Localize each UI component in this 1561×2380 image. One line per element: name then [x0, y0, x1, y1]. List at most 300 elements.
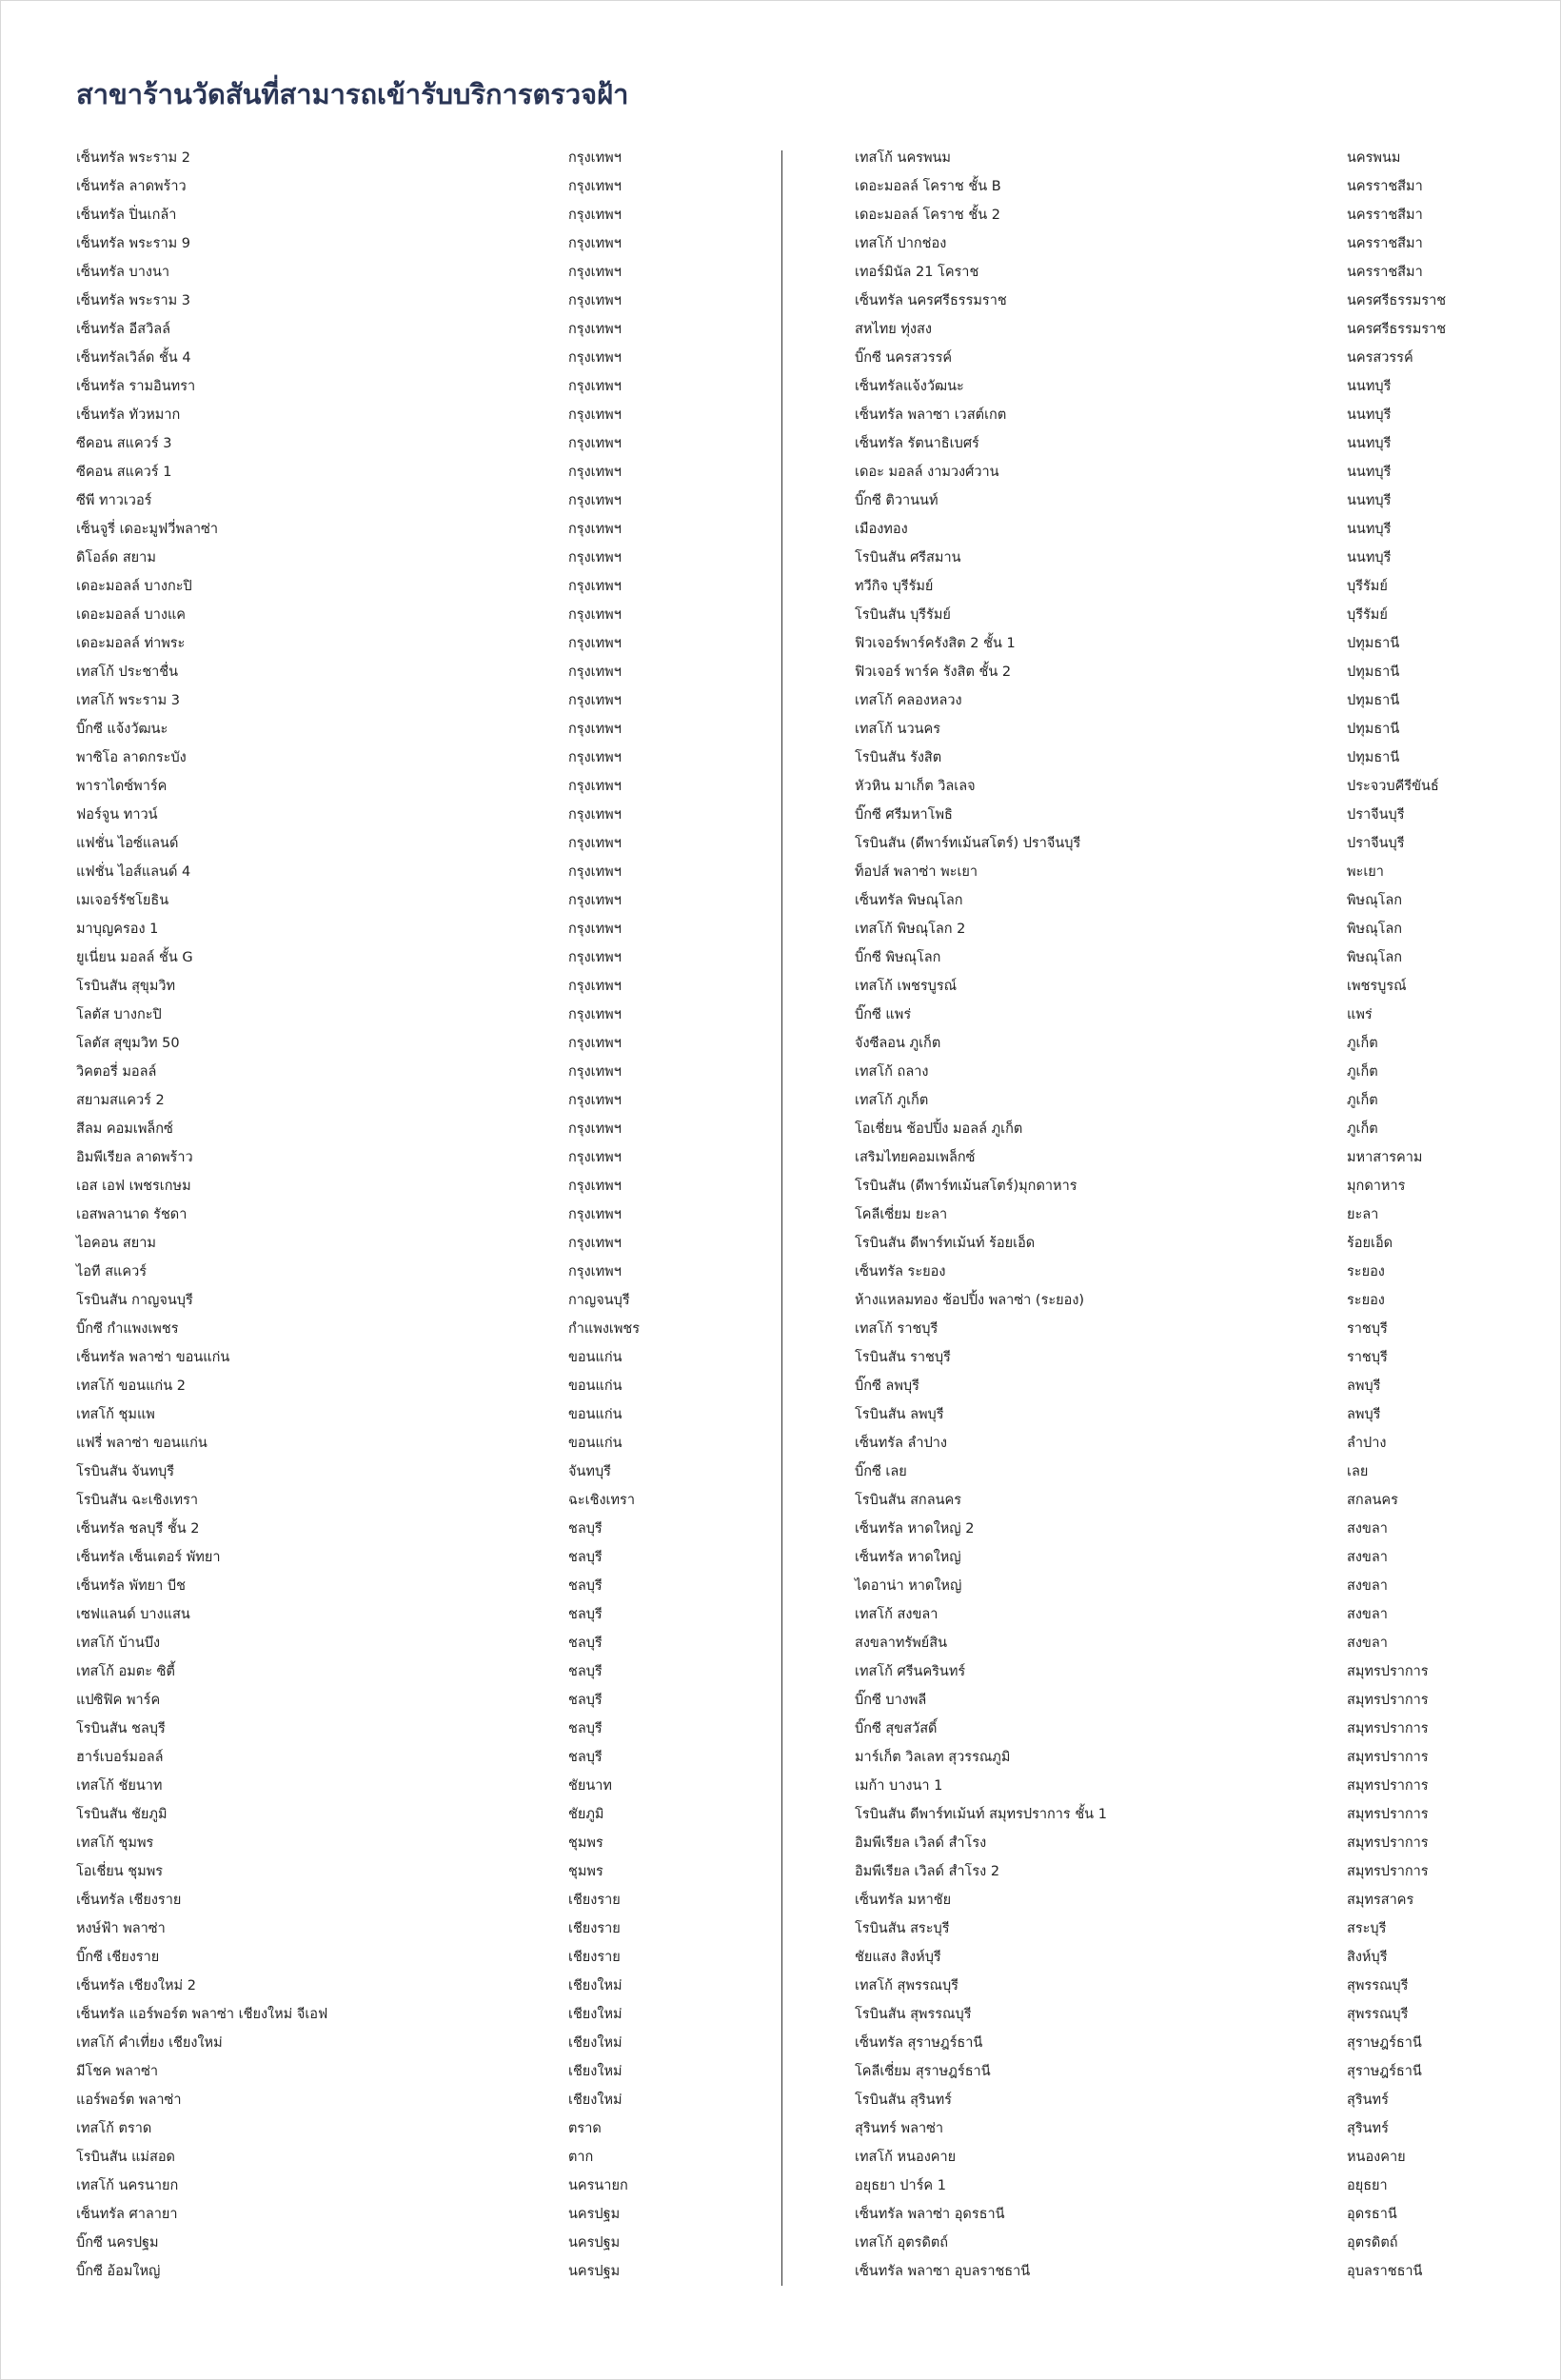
- branch-row: [855, 1001, 1464, 1029]
- branch-row: [855, 1800, 1464, 1829]
- branch-name: มีโชค พลาซ่า: [76, 2064, 159, 2079]
- branch-name: เอสพลานาด รัชดา: [76, 1207, 188, 1222]
- branch-row: [76, 1686, 685, 1715]
- branch-province: ปทุมธานี: [1347, 664, 1400, 680]
- branch-name: เทสโก้ ชุมพร: [76, 1835, 154, 1851]
- branch-row: [855, 1829, 1464, 1857]
- branch-row: [76, 1258, 685, 1286]
- branch-row: [76, 801, 685, 829]
- branch-row: [76, 429, 685, 458]
- branch-name: โรบินสัน ดีพาร์ทเม้นท์ สมุทรปราการ ชั้น 1: [855, 1807, 1107, 1822]
- branch-province: ลำปาง: [1347, 1436, 1387, 1451]
- branch-province: สงขลา: [1347, 1636, 1388, 1651]
- branch-row: [76, 2000, 685, 2029]
- branch-row: [76, 1200, 685, 1229]
- branch-name: สีลม คอมเพล็กซ์: [76, 1121, 173, 1137]
- branch-row: [855, 1372, 1464, 1400]
- branch-row: [855, 2029, 1464, 2057]
- branch-province: อุดรธานี: [1347, 2207, 1397, 2222]
- branch-row: [76, 1001, 685, 1029]
- branch-province: พะเยา: [1347, 864, 1384, 880]
- branch-province: ราชบุรี: [1347, 1350, 1388, 1365]
- branch-row: [855, 1572, 1464, 1600]
- branch-row: [855, 1715, 1464, 1743]
- branch-row: [855, 2114, 1464, 2143]
- branch-row: [855, 315, 1464, 344]
- branch-name: โคลีเซี่ยม ยะลา: [855, 1207, 948, 1222]
- branch-row: [855, 829, 1464, 858]
- branch-name: เดอะมอลล์ บางแค: [76, 607, 186, 623]
- branch-row: [76, 1829, 685, 1857]
- branch-name: เดอะมอลล์ โคราช ชั้น B: [855, 179, 1001, 194]
- branch-row: [855, 1515, 1464, 1543]
- branch-province: ขอนแก่น: [568, 1407, 622, 1422]
- branch-name: แฟชั่น ไอส์แลนด์ 4: [76, 864, 191, 880]
- branch-row: [76, 1800, 685, 1829]
- branch-row: [76, 2114, 685, 2143]
- branch-row: [855, 1143, 1464, 1172]
- branch-list-left: [76, 144, 685, 2286]
- branch-province: กรุงเทพฯ: [568, 1064, 622, 1080]
- branch-row: [76, 1429, 685, 1458]
- branch-province: สงขลา: [1347, 1521, 1388, 1537]
- branch-row: [76, 486, 685, 515]
- branch-row: [855, 1972, 1464, 2000]
- branch-province: เชียงใหม่: [568, 1978, 622, 1993]
- branch-row: [855, 344, 1464, 372]
- branch-province: นนทบุรี: [1347, 522, 1392, 537]
- branch-name: เทสโก้ ประชาชื่น: [76, 664, 179, 680]
- branch-province: กรุงเทพฯ: [568, 1236, 622, 1251]
- branch-province: ราชบุรี: [1347, 1321, 1388, 1337]
- branch-province: ชุมพร: [568, 1864, 603, 1879]
- branch-row: [855, 915, 1464, 943]
- branch-row: [76, 315, 685, 344]
- branch-name: แอร์พอร์ต พลาซ่า: [76, 2092, 182, 2108]
- branch-name: เทสโก้ บ้านบึง: [76, 1636, 161, 1651]
- branch-name: ซีคอน สแควร์ 3: [76, 436, 172, 451]
- branch-province: ระยอง: [1347, 1264, 1385, 1279]
- branch-province: กรุงเทพฯ: [568, 236, 622, 251]
- branch-row: [76, 144, 685, 172]
- branch-row: [76, 1857, 685, 1886]
- branch-name: โรบินสัน สกลนคร: [855, 1493, 961, 1508]
- branch-name: ดิโอล์ด สยาม: [76, 550, 156, 565]
- branch-row: [76, 2057, 685, 2086]
- branch-province: ปราจีนบุรี: [1347, 836, 1405, 851]
- branch-name: บิ๊กซี บางพลี: [855, 1693, 927, 1708]
- branch-name: เทสโก้ ชัยนาท: [76, 1778, 163, 1794]
- branch-name: เทสโก้ ศรีนครินทร์: [855, 1664, 966, 1679]
- branch-province: กรุงเทพฯ: [568, 436, 622, 451]
- branch-row: [76, 1629, 685, 1657]
- branch-province: มหาสารคาม: [1347, 1150, 1423, 1165]
- branch-name: เซ็นทรัล พลาซา เวสต์เกต: [855, 407, 1007, 423]
- branch-name: จังซีลอน ภูเก็ต: [855, 1036, 941, 1051]
- branch-row: [855, 1400, 1464, 1429]
- branch-row: [855, 1286, 1464, 1315]
- branch-row: [76, 1058, 685, 1086]
- branch-name: เซ็นทรัล ชลบุรี ชั้น 2: [76, 1521, 200, 1537]
- branch-province: สงขลา: [1347, 1550, 1388, 1565]
- branch-name: เซ็นทรัล พลาซา อุบลราชธานี: [855, 2264, 1031, 2279]
- branch-row: [76, 1972, 685, 2000]
- branch-name: ฟิวเจอร์พาร์ครังสิต 2 ชั้น 1: [855, 636, 1016, 651]
- branch-row: [76, 829, 685, 858]
- branch-province: ปทุมธานี: [1347, 636, 1400, 651]
- branch-province: นครปฐม: [568, 2264, 621, 2279]
- branch-name: บิ๊กซี เลย: [855, 1464, 907, 1479]
- branch-province: ชลบุรี: [568, 1693, 603, 1708]
- branch-name: เทอร์มินัล 21 โคราช: [855, 265, 979, 280]
- branch-name: เทสโก้ ขอนแก่น 2: [76, 1378, 186, 1394]
- branch-row: [76, 1543, 685, 1572]
- branch-name: ไดอาน่า หาดใหญ่: [855, 1578, 962, 1594]
- branch-name: เซ็นทรัล พระราม 9: [76, 236, 191, 251]
- branch-name: เทสโก้ พิษณุโลก 2: [855, 922, 966, 937]
- branch-row: [855, 1772, 1464, 1800]
- branch-province: สระบุรี: [1347, 1921, 1387, 1936]
- branch-name: เทสโก้ เพชรบูรณ์: [855, 979, 958, 994]
- branch-province: กรุงเทพฯ: [568, 1179, 622, 1194]
- branch-name: บิ๊กซี อ้อมใหญ่: [76, 2264, 161, 2279]
- branch-province: กรุงเทพฯ: [568, 807, 622, 823]
- branch-row: [855, 1600, 1464, 1629]
- branch-name: เทสโก้ คำเที่ยง เชียงใหม่: [76, 2035, 223, 2051]
- branch-row: [855, 772, 1464, 801]
- branch-row: [76, 858, 685, 886]
- branch-row: [855, 1172, 1464, 1200]
- branch-row: [855, 1686, 1464, 1715]
- branch-province: สมุทรปราการ: [1347, 1835, 1429, 1851]
- branch-row: [855, 858, 1464, 886]
- branch-name: เซ็นทรัลแจ้งวัฒนะ: [855, 379, 964, 394]
- branch-name: โรบินสัน รังสิต: [855, 750, 942, 765]
- branch-name: เทสโก้ ถลาง: [855, 1064, 929, 1080]
- branch-name: โรบินสัน ดีพาร์ทเม้นท์ ร้อยเอ็ด: [855, 1236, 1036, 1251]
- branch-province: นครศรีธรรมราช: [1347, 322, 1447, 337]
- branch-name: เซ็นทรัล ทัวหมาก: [76, 407, 181, 423]
- branch-province: หนองคาย: [1347, 2150, 1406, 2165]
- branch-province: สมุทรปราการ: [1347, 1778, 1429, 1794]
- branch-province: กรุงเทพฯ: [568, 1264, 622, 1279]
- branch-row: [76, 1657, 685, 1686]
- branch-name: เทสโก้ สงขลา: [855, 1607, 939, 1622]
- branch-province: ชลบุรี: [568, 1750, 603, 1765]
- branch-row: [76, 1886, 685, 1914]
- branch-name: ไอคอน สยาม: [76, 1236, 156, 1251]
- branch-province: กรุงเทพฯ: [568, 208, 622, 223]
- branch-name: เสริมไทยคอมเพล็กซ์: [855, 1150, 976, 1165]
- branch-province: ลพบุรี: [1347, 1407, 1381, 1422]
- branch-name: อยุธยา ปาร์ค 1: [855, 2178, 946, 2193]
- branch-province: นครสวรรค์: [1347, 350, 1413, 366]
- branch-row: [855, 1229, 1464, 1258]
- branch-province: กรุงเทพฯ: [568, 922, 622, 937]
- branch-row: [855, 201, 1464, 229]
- branch-name: เซ็นทรัล พลาซ่า ขอนแก่น: [76, 1350, 230, 1365]
- branch-province: ชลบุรี: [568, 1578, 603, 1594]
- branch-name: เทสโก้ ชุมแพ: [76, 1407, 155, 1422]
- branch-name: เซ็นทรัล ปิ่นเกล้า: [76, 208, 177, 223]
- branch-name: เซ็นทรัล รัตนาธิเบศร์: [855, 436, 979, 451]
- branch-province: กรุงเทพฯ: [568, 836, 622, 851]
- branch-row: [855, 2143, 1464, 2172]
- branch-province: สุรินทร์: [1347, 2121, 1389, 2136]
- branch-name: เมืองทอง: [855, 522, 908, 537]
- branch-province: นครศรีธรรมราช: [1347, 293, 1447, 308]
- branch-name: โลตัส สุขุมวิท 50: [76, 1036, 180, 1051]
- branch-row: [855, 2229, 1464, 2257]
- branch-province: ชลบุรี: [568, 1550, 603, 1565]
- branch-name: เซ็นทรัล แอร์พอร์ต พลาซ่า เชียงใหม่ จีเอฟ: [76, 2007, 328, 2022]
- branch-province: พิษณุโลก: [1347, 893, 1403, 908]
- branch-row: [855, 1943, 1464, 1972]
- branch-name: เซ็นทรัล สุราษฎร์ธานี: [855, 2035, 983, 2051]
- branch-province: สมุทรสาคร: [1347, 1893, 1414, 1908]
- branch-row: [855, 1629, 1464, 1657]
- branch-row: [855, 1857, 1464, 1886]
- branch-province: ภูเก็ต: [1347, 1121, 1378, 1137]
- branch-province: กรุงเทพฯ: [568, 1121, 622, 1137]
- branch-row: [76, 658, 685, 686]
- branch-row: [855, 1200, 1464, 1229]
- branch-province: แพร่: [1347, 1007, 1373, 1022]
- branch-row: [76, 572, 685, 601]
- branch-name: เซ็นทรัล ลาดพร้าว: [76, 179, 187, 194]
- branch-province: นนทบุรี: [1347, 550, 1392, 565]
- branch-province: อยุธยา: [1347, 2178, 1388, 2193]
- branch-name: เซ็นทรัล เชียงราย: [76, 1893, 182, 1908]
- branch-row: [76, 1572, 685, 1600]
- branch-province: ขอนแก่น: [568, 1436, 622, 1451]
- branch-province: กรุงเทพฯ: [568, 493, 622, 508]
- branch-name: เซ็นทรัล บางนา: [76, 265, 170, 280]
- branch-row: [76, 629, 685, 658]
- branch-row: [855, 1029, 1464, 1058]
- branch-row: [855, 1315, 1464, 1343]
- branch-province: เชียงราย: [568, 1893, 621, 1908]
- branch-province: ชลบุรี: [568, 1521, 603, 1537]
- branch-name: สยามสแควร์ 2: [76, 1093, 165, 1108]
- branch-row: [76, 1086, 685, 1115]
- branch-row: [76, 1172, 685, 1200]
- branch-name: สุรินทร์ พลาซ่า: [855, 2121, 944, 2136]
- branch-province: สงขลา: [1347, 1578, 1388, 1594]
- branch-province: กรุงเทพฯ: [568, 265, 622, 280]
- branch-province: สุราษฎร์ธานี: [1347, 2064, 1422, 2079]
- branch-province: สุรินทร์: [1347, 2092, 1389, 2108]
- branch-row: [855, 515, 1464, 544]
- branch-province: พิษณุโลก: [1347, 950, 1403, 965]
- branch-name: หงษ์ฟ้า พลาซ่า: [76, 1921, 166, 1936]
- branch-province: กรุงเทพฯ: [568, 1093, 622, 1108]
- branch-row: [855, 1343, 1464, 1372]
- branch-name: เดอะมอลล์ บางกะปิ: [76, 579, 192, 594]
- branch-row: [76, 1486, 685, 1515]
- branch-province: สุพรรณบุรี: [1347, 2007, 1409, 2022]
- branch-name: แฟรี่ พลาซ่า ขอนแก่น: [76, 1436, 207, 1451]
- branch-province: กรุงเทพฯ: [568, 179, 622, 194]
- branch-province: สมุทรปราการ: [1347, 1693, 1429, 1708]
- branch-province: ปทุมธานี: [1347, 750, 1400, 765]
- branch-row: [76, 401, 685, 429]
- branch-row: [76, 915, 685, 943]
- branch-row: [76, 1515, 685, 1543]
- branch-row: [76, 1372, 685, 1400]
- branch-row: [855, 658, 1464, 686]
- branch-province: ประจวบคีรีขันธ์: [1347, 779, 1439, 794]
- branch-row: [76, 1400, 685, 1429]
- branch-name: พาซิโอ ลาดกระบัง: [76, 750, 187, 765]
- branch-name: บิ๊กซี แพร่: [855, 1007, 912, 1022]
- branch-province: อุบลราชธานี: [1347, 2264, 1423, 2279]
- branch-name: ท็อปส์ พลาซ่า พะเยา: [855, 864, 978, 880]
- branch-province: เพชรบูรณ์: [1347, 979, 1407, 994]
- branch-row: [855, 1743, 1464, 1772]
- branch-name: เทสโก้ อุตรดิตถ์: [855, 2235, 949, 2251]
- branch-row: [855, 486, 1464, 515]
- branch-province: ปทุมธานี: [1347, 693, 1400, 708]
- branch-row: [855, 2257, 1464, 2286]
- branch-province: เชียงใหม่: [568, 2064, 622, 2079]
- branch-row: [855, 544, 1464, 572]
- branch-name: เซ็นทรัล พระราม 2: [76, 150, 191, 166]
- branch-name: อิมพีเรียล ลาดพร้าว: [76, 1150, 193, 1165]
- branch-province: นครราชสีมา: [1347, 179, 1423, 194]
- branch-province: สุราษฎร์ธานี: [1347, 2035, 1422, 2051]
- branch-name: เซ็นทรัล ลำปาง: [855, 1436, 948, 1451]
- branch-name: โรบินสัน ศรีสมาน: [855, 550, 961, 565]
- branch-province: นนทบุรี: [1347, 493, 1392, 508]
- branch-province: กรุงเทพฯ: [568, 722, 622, 737]
- branch-name: บิ๊กซี พิษณุโลก: [855, 950, 941, 965]
- branch-name: เซ็นทรัล อีสวิลล์: [76, 322, 171, 337]
- branch-province: สกลนคร: [1347, 1493, 1398, 1508]
- branch-row: [855, 972, 1464, 1001]
- branch-name: โรบินสัน สระบุรี: [855, 1921, 950, 1936]
- branch-row: [855, 401, 1464, 429]
- branch-row: [76, 287, 685, 315]
- branch-row: [76, 1772, 685, 1800]
- branch-name: ฟอร์จูน ทาวน์: [76, 807, 158, 823]
- branch-name: ไอที สแควร์: [76, 1264, 147, 1279]
- branch-row: [76, 344, 685, 372]
- branch-province: นครราชสีมา: [1347, 208, 1423, 223]
- branch-name: เซ็นทรัล ระยอง: [855, 1264, 946, 1279]
- branch-province: ยะลา: [1347, 1207, 1379, 1222]
- branch-row: [76, 544, 685, 572]
- branch-name: โรบินสัน แม่สอด: [76, 2150, 175, 2165]
- branch-row: [76, 1229, 685, 1258]
- branch-name: โรบินสัน (ดีพาร์ทเม้นสโตร์)มุกดาหาร: [855, 1179, 1077, 1194]
- branch-province: สมุทรปราการ: [1347, 1750, 1429, 1765]
- branch-name: เทสโก้ คลองหลวง: [855, 693, 962, 708]
- branch-row: [855, 1429, 1464, 1458]
- branch-name: เซ็นทรัล หาดใหญ่ 2: [855, 1521, 975, 1537]
- branch-province: นนทบุรี: [1347, 465, 1392, 480]
- branch-province: ชลบุรี: [568, 1607, 603, 1622]
- branch-province: กรุงเทพฯ: [568, 1036, 622, 1051]
- branch-name: เซ็นทรัล เชียงใหม่ 2: [76, 1978, 196, 1993]
- branch-province: กรุงเทพฯ: [568, 522, 622, 537]
- branch-name: ฮาร์เบอร์มอลล์: [76, 1750, 164, 1765]
- branch-province: กรุงเทพฯ: [568, 636, 622, 651]
- branch-name: เทสโก้ ตราด: [76, 2121, 152, 2136]
- branch-row: [76, 2200, 685, 2229]
- branch-row: [855, 1914, 1464, 1943]
- branch-province: สิงห์บุรี: [1347, 1950, 1388, 1965]
- branch-name: โรบินสัน สุขุมวิท: [76, 979, 176, 994]
- branch-name: เดอะมอลล์ โคราช ชั้น 2: [855, 208, 1000, 223]
- branch-row: [855, 1657, 1464, 1686]
- branch-row: [76, 943, 685, 972]
- branch-row: [76, 2029, 685, 2057]
- branch-province: ลพบุรี: [1347, 1378, 1381, 1394]
- branch-name: เทสโก้ พระราม 3: [76, 693, 180, 708]
- branch-row: [855, 458, 1464, 486]
- branch-name: บิ๊กซี กำแพงเพชร: [76, 1321, 179, 1337]
- branch-province: เชียงราย: [568, 1921, 621, 1936]
- branch-list-right: [855, 144, 1464, 2286]
- branch-province: กรุงเทพฯ: [568, 693, 622, 708]
- branch-name: วิคตอรี่ มอลล์: [76, 1064, 157, 1080]
- branch-name: เทสโก้ อมตะ ซิตี้: [76, 1664, 175, 1679]
- branch-row: [76, 1743, 685, 1772]
- branch-name: บิ๊กซี สุขสวัสดิ์: [855, 1721, 938, 1736]
- branch-name: เทสโก้ ภูเก็ต: [855, 1093, 929, 1108]
- branch-row: [855, 801, 1464, 829]
- branch-province: ปราจีนบุรี: [1347, 807, 1405, 823]
- branch-row: [76, 1715, 685, 1743]
- branch-name: เซ็นทรัล เซ็นเตอร์ พัทยา: [76, 1550, 221, 1565]
- branch-row: [855, 886, 1464, 915]
- branch-name: บิ๊กซี นครปฐม: [76, 2235, 159, 2251]
- branch-row: [76, 601, 685, 629]
- branch-name: โรบินสัน ราชบุรี: [855, 1350, 951, 1365]
- branch-row: [855, 2200, 1464, 2229]
- branch-row: [855, 372, 1464, 401]
- branch-province: กรุงเทพฯ: [568, 607, 622, 623]
- branch-row: [855, 1115, 1464, 1143]
- branch-name: เทสโก้ นครพนม: [855, 150, 951, 166]
- branch-row: [76, 2143, 685, 2172]
- branch-row: [855, 1458, 1464, 1486]
- branch-row: [855, 572, 1464, 601]
- branch-province: กรุงเทพฯ: [568, 293, 622, 308]
- branch-row: [855, 1486, 1464, 1515]
- branch-name: โคลีเซี่ยม สุราษฎร์ธานี: [855, 2064, 991, 2079]
- branch-name: โลตัส บางกะปิ: [76, 1007, 162, 1022]
- branch-province: ขอนแก่น: [568, 1378, 622, 1394]
- branch-name: เมก้า บางนา 1: [855, 1778, 943, 1794]
- branch-name: โรบินสัน (ดีพาร์ทเม้นสโตร์) ปราจีนบุรี: [855, 836, 1081, 851]
- branch-row: [855, 1086, 1464, 1115]
- branch-row: [855, 2057, 1464, 2086]
- branch-name: โอเชี่ยน ช้อปปิ้ง มอลล์ ภูเก็ต: [855, 1121, 1023, 1137]
- branch-row: [855, 229, 1464, 258]
- branch-province: นครพนม: [1347, 150, 1401, 166]
- branch-name: โรบินสัน สุพรรณบุรี: [855, 2007, 972, 2022]
- branch-province: ชลบุรี: [568, 1636, 603, 1651]
- branch-row: [855, 2086, 1464, 2114]
- branch-name: อิมพีเรียล เวิลด์ สำโรง 2: [855, 1864, 1000, 1879]
- branch-name: สหไทย ทุ่งสง: [855, 322, 932, 337]
- branch-name: มาบุญครอง 1: [76, 922, 159, 937]
- branch-name: เทสโก้ หนองคาย: [855, 2150, 957, 2165]
- branch-name: ห้างแหลมทอง ช้อปปิ้ง พลาซ่า (ระยอง): [855, 1293, 1085, 1308]
- branch-province: สมุทรปราการ: [1347, 1721, 1429, 1736]
